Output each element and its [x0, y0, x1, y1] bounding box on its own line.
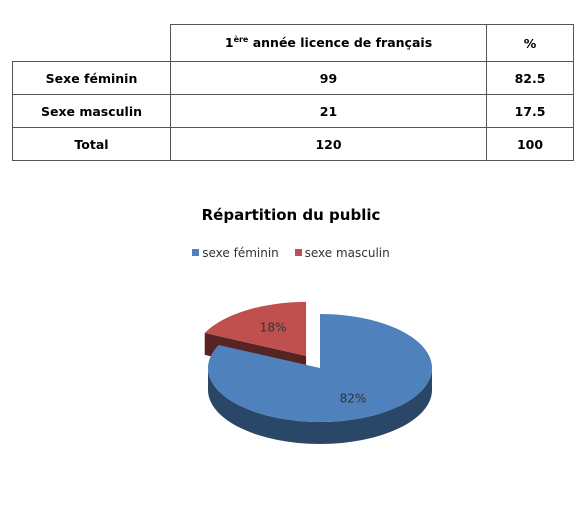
- pie-chart: [0, 280, 582, 460]
- row-percent: 100: [487, 128, 574, 161]
- row-count: 99: [171, 62, 487, 95]
- table-row-total: [13, 128, 574, 161]
- row-count: 21: [171, 95, 487, 128]
- header-level-number: 1: [224, 35, 234, 51]
- table-row: [13, 95, 574, 128]
- row-count: 120: [171, 128, 487, 161]
- chart-title: Répartition du public: [201, 206, 381, 224]
- table-header-row: [13, 25, 574, 62]
- legend-label-feminin: sexe féminin: [202, 246, 279, 260]
- table-corner-cell: [13, 25, 171, 62]
- pie-data-label-0: 82%: [339, 391, 367, 406]
- chart-legend: [0, 246, 582, 260]
- row-label: Sexe masculin: [13, 95, 171, 128]
- row-label: Sexe féminin: [13, 62, 171, 95]
- row-label: Total: [13, 128, 171, 161]
- header-level-text: année licence de français: [248, 35, 433, 51]
- stats-table: [12, 24, 574, 161]
- legend-label-masculin: sexe masculin: [304, 246, 390, 260]
- legend-item-feminin: [192, 246, 279, 260]
- pie-data-label-1: 18%: [259, 320, 287, 335]
- row-percent: 82.5: [487, 62, 574, 95]
- table-header-percent: %: [487, 25, 574, 62]
- legend-swatch-feminin: [192, 249, 199, 256]
- legend-swatch-masculin: [295, 249, 302, 256]
- header-level-superscript: ère: [233, 35, 249, 45]
- table-row: [13, 62, 574, 95]
- row-percent: 17.5: [487, 95, 574, 128]
- table-header-level: [171, 25, 487, 62]
- legend-item-masculin: [295, 246, 390, 260]
